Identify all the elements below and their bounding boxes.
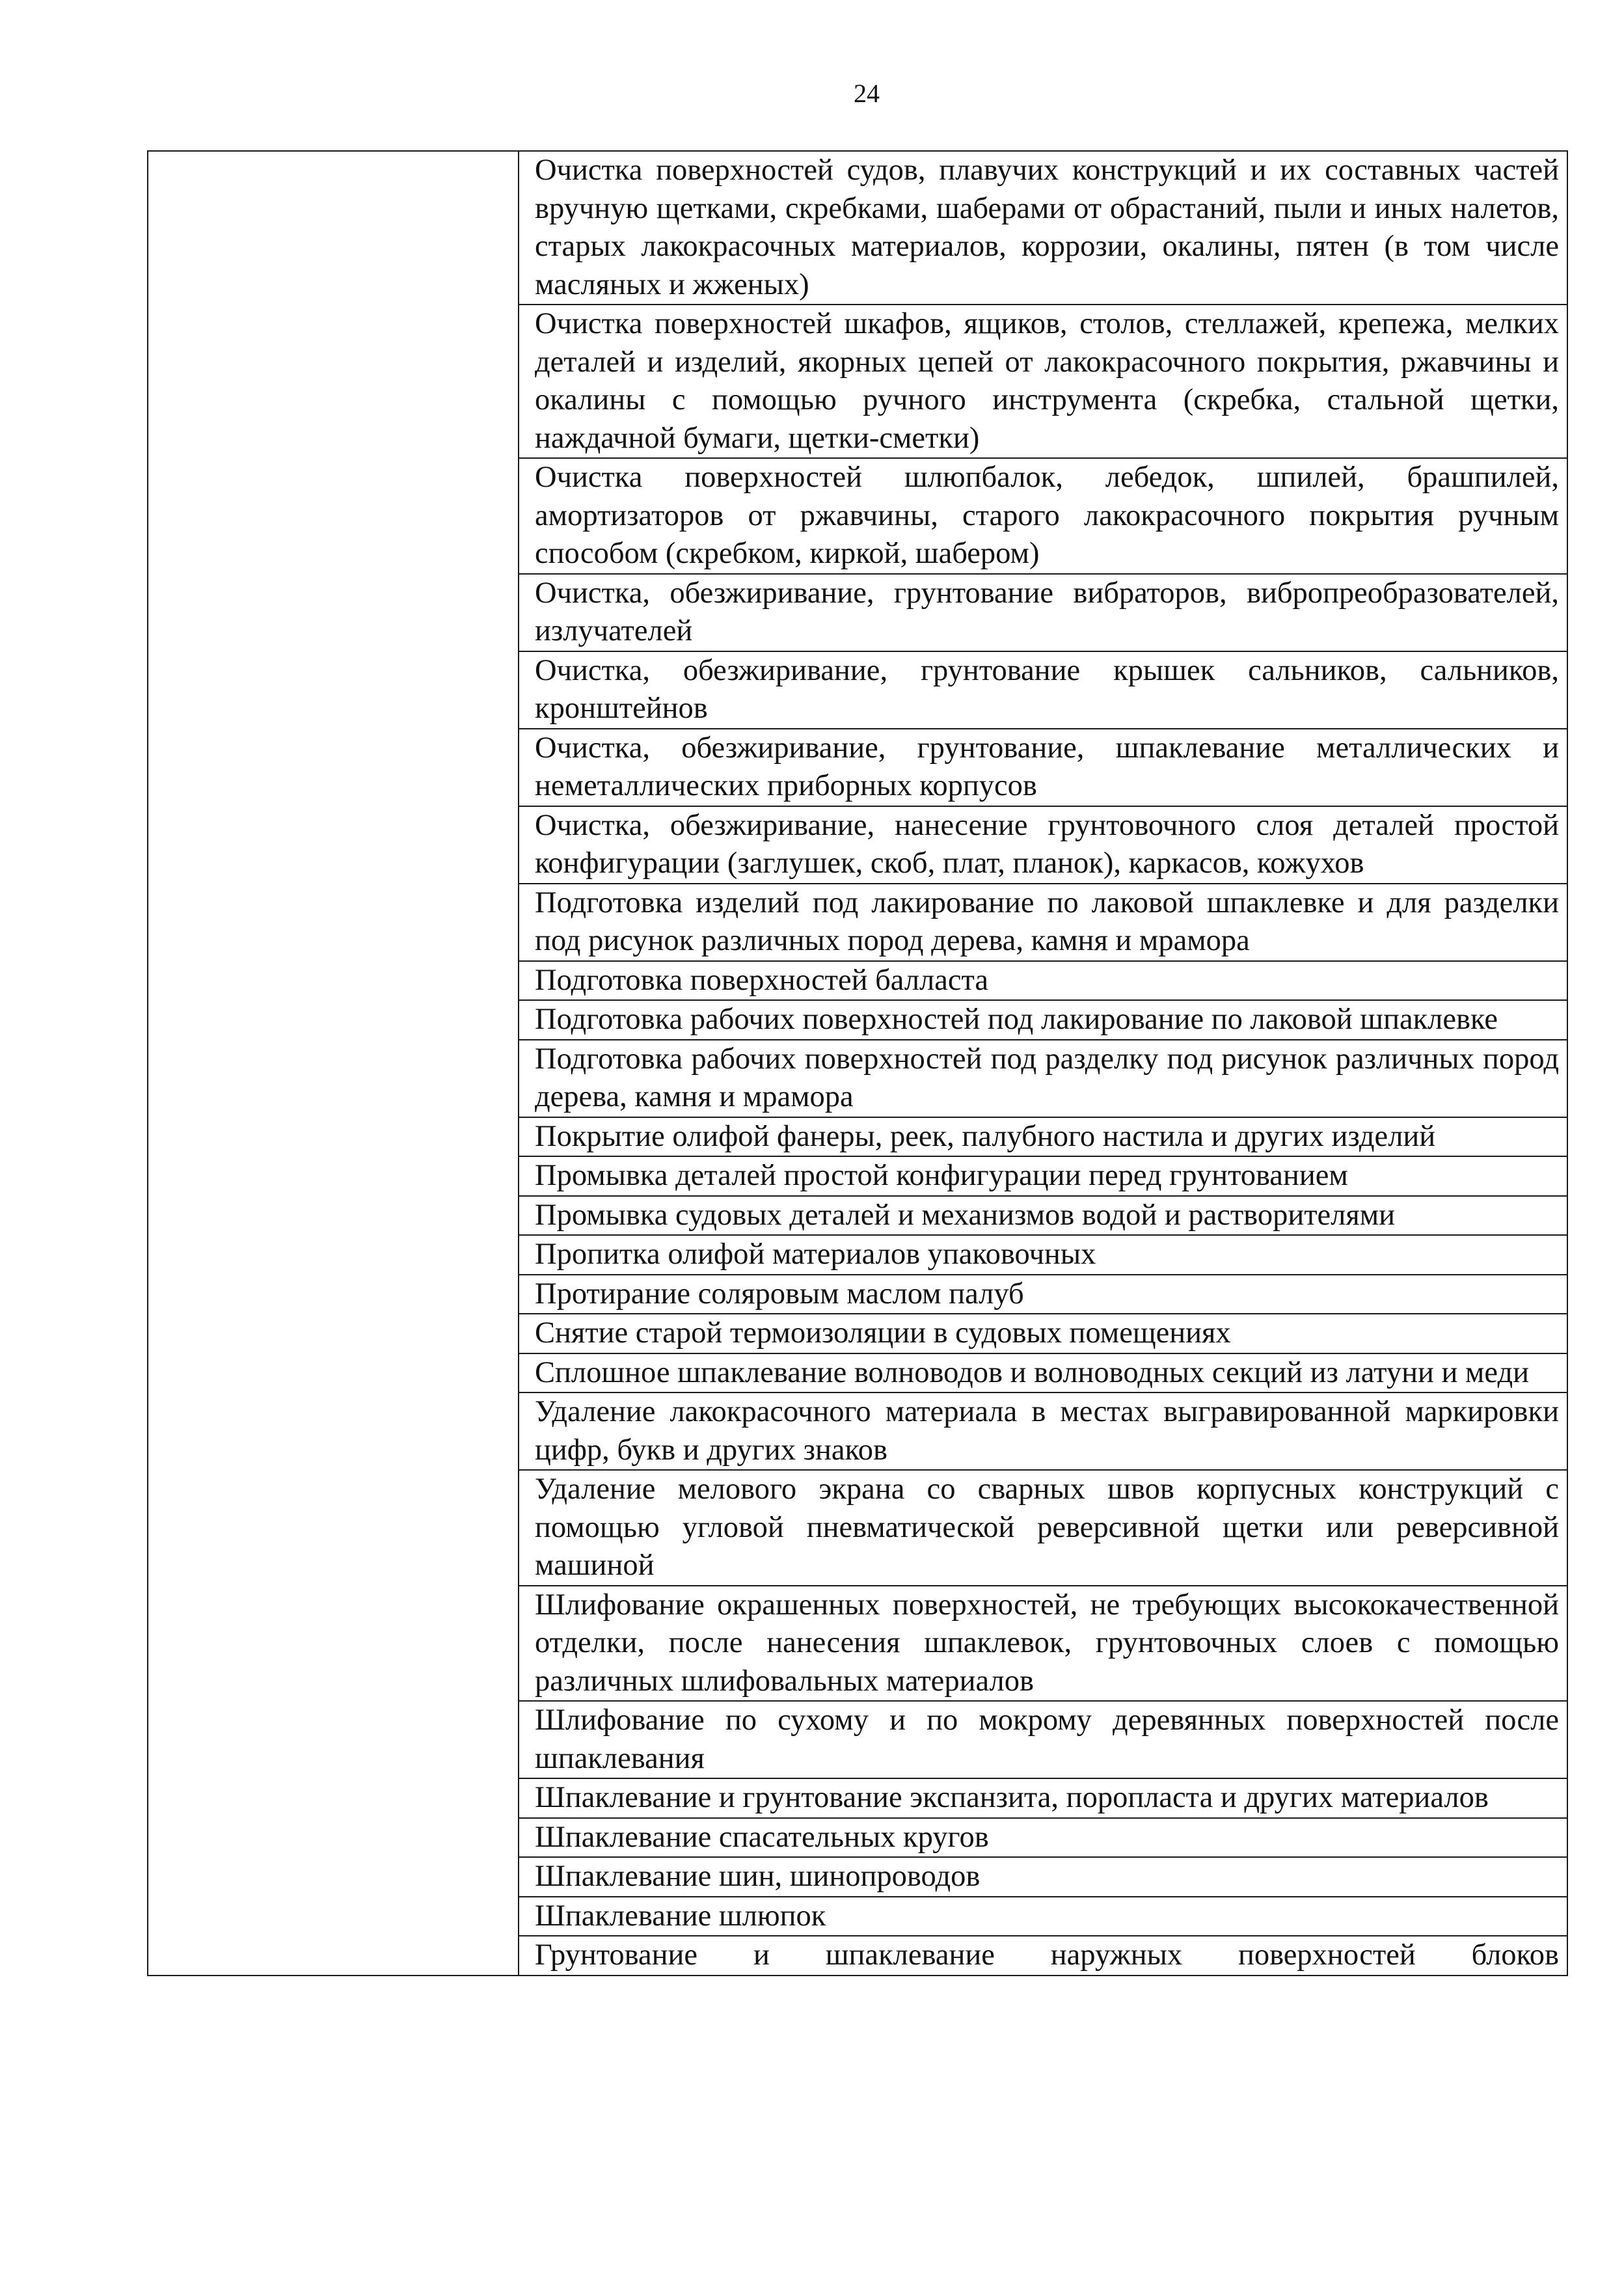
table-cell: Очистка поверхностей шлюпбалок, лебедок, шпилей, брашпилей, амортизаторов от ржавчины, старого лакокрасочного покрытия ручным способом (скребком, киркой, шабером) — [519, 458, 1567, 574]
table-cell: Покрытие олифой фанеры, реек, палубного настила и других изделий — [519, 1117, 1567, 1157]
table-cell: Промывка деталей простой конфигурации перед грунтованием — [519, 1156, 1567, 1196]
table-cell: Шпаклевание и грунтование экспанзита, поропласта и других материалов — [519, 1778, 1567, 1818]
page-number: 24 — [854, 79, 880, 108]
table-cell: Шпаклевание спасательных кругов — [519, 1818, 1567, 1858]
table-cell: Подготовка изделий под лакирование по лаковой шпаклевке и для разделки под рисунок различных пород дерева, камня и мрамора — [519, 884, 1567, 961]
table-cell: Очистка, обезжиривание, грунтование вибраторов, вибропреобразователей, излучателей — [519, 574, 1567, 651]
table-cell: Шпаклевание шин, шинопроводов — [519, 1857, 1567, 1897]
table-cell: Пропитка олифой материалов упаковочных — [519, 1235, 1567, 1275]
table-cell: Протирание соляровым маслом палуб — [519, 1275, 1567, 1314]
document-table — [147, 150, 1568, 1976]
table-cell: Удаление мелового экрана со сварных швов корпусных конструкций с помощью угловой пневматической реверсивной щетки или реверсивной машиной — [519, 1470, 1567, 1586]
table-cell: Подготовка рабочих поверхностей под лакирование по лаковой шпаклевке — [519, 1000, 1567, 1040]
table-cell: Очистка поверхностей шкафов, ящиков, столов, стеллажей, крепежа, мелких деталей и изделий, якорных цепей от лакокрасочного покрытия, ржавчины и окалины с помощью ручного инструмента (скребка, стальной щетки, наждачной бумаги, щетки-сметки) — [519, 305, 1567, 458]
table-left-column-empty — [148, 151, 519, 1976]
table-cell: Шлифование по сухому и по мокрому деревянных поверхностей после шпаклевания — [519, 1701, 1567, 1778]
table-cell: Очистка, обезжиривание, грунтование, шпаклевание металлических и неметаллических приборных корпусов — [519, 729, 1567, 806]
table-cell: Очистка, обезжиривание, нанесение грунтовочного слоя деталей простой конфигурации (заглушек, скоб, плат, планок), каркасов, кожухов — [519, 806, 1567, 884]
table-cell: Подготовка рабочих поверхностей под разделку под рисунок различных пород дерева, камня и мрамора — [519, 1040, 1567, 1117]
table-cell: Сплошное шпаклевание волноводов и волноводных секций из латуни и меди — [519, 1353, 1567, 1393]
table-cell: Очистка, обезжиривание, грунтование крышек сальников, сальников, кронштейнов — [519, 651, 1567, 729]
table-cell: Шпаклевание шлюпок — [519, 1897, 1567, 1936]
table-cell: Очистка поверхностей судов, плавучих конструкций и их составных частей вручную щетками, скребками, шаберами от обрастаний, пыли и иных налетов, старых лакокрасочных материалов, коррозии, окалины, пятен (в том числе масляных и жженых) — [519, 151, 1567, 305]
table-row — [148, 151, 1567, 305]
table-cell: Снятие старой термоизоляции в судовых помещениях — [519, 1314, 1567, 1353]
table-cell: Шлифование окрашенных поверхностей, не требующих высококачественной отделки, после нанесения шпаклевок, грунтовочных слоев с помощью различных шлифовальных материалов — [519, 1586, 1567, 1702]
table-cell: Грунтование и шпаклевание наружных поверхностей блоков — [519, 1936, 1567, 1976]
table-cell: Подготовка поверхностей балласта — [519, 961, 1567, 1001]
table-cell: Удаление лакокрасочного материала в местах выгравированной маркировки цифр, букв и других знаков — [519, 1392, 1567, 1470]
table-cell: Промывка судовых деталей и механизмов водой и растворителями — [519, 1196, 1567, 1236]
